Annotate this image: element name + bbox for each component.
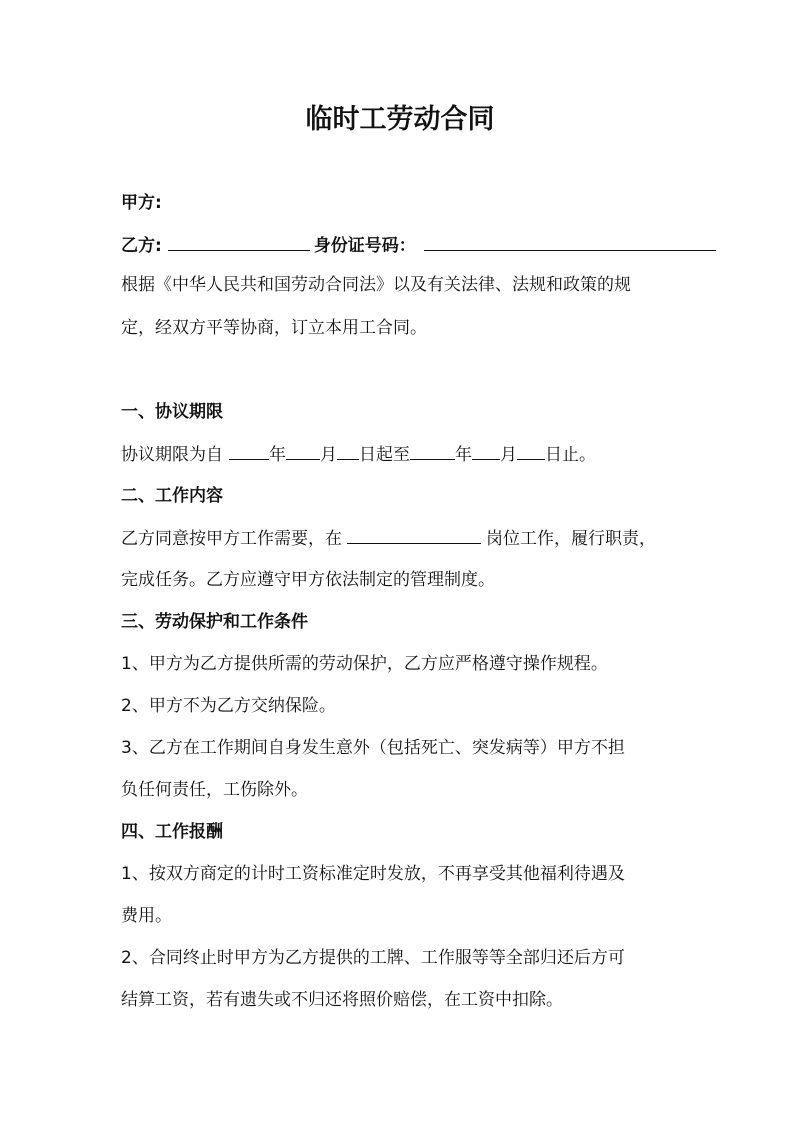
work-line-2: 完成任务。乙方应遵守甲方依法制定的管理制度。 [121,570,495,590]
party-b-row [121,233,716,258]
start-year-blank[interactable] [229,442,269,460]
document-title: 临时工劳动合同 [305,104,495,135]
start-month-blank[interactable] [286,442,320,460]
pay-item-1-line-1: 1、按双方商定的计时工资标准定时发放，不再享受其他福利待遇及 [121,864,625,884]
term-prefix: 协议期限为自 [121,445,223,465]
end-year-blank[interactable] [410,442,455,460]
term-day-from: 日起至 [359,445,410,465]
term-day-to: 日止。 [545,445,596,465]
term-year-1: 年 [269,445,286,465]
id-number-blank[interactable] [424,233,716,251]
party-b-blank[interactable] [168,233,310,251]
position-blank[interactable] [347,526,481,544]
end-day-blank[interactable] [517,442,545,460]
term-month-1: 月 [320,445,337,465]
party-a-label: 甲方: [121,193,162,213]
term-line [121,442,596,467]
work-suffix: 岗位工作，履行职责， [486,529,656,549]
pay-item-2-line-1: 2、合同终止时甲方为乙方提供的工牌、工作服等等全部归还后方可 [121,948,625,968]
protection-item-3-line-1: 3、乙方在工作期间自身发生意外（包括死亡、突发病等）甲方不担 [121,738,625,758]
protection-item-2: 2、甲方不为乙方交纳保险。 [121,696,336,716]
pay-item-1-line-2: 费用。 [121,906,172,926]
section-heading-work: 二、工作内容 [121,486,223,506]
intro-line-1: 根据《中华人民共和国劳动合同法》以及有关法律、法规和政策的规 [121,275,631,295]
protection-item-3-line-2: 负任何责任，工伤除外。 [121,780,308,800]
work-prefix: 乙方同意按甲方工作需要，在 [121,529,342,549]
section-heading-term: 一、协议期限 [121,402,223,422]
pay-item-2-line-2: 结算工资，若有遗失或不归还将照价赔偿，在工资中扣除。 [121,990,563,1010]
start-day-blank[interactable] [337,442,359,460]
id-number-label: 身份证号码： [313,236,416,256]
party-b-label: 乙方: [121,236,162,256]
term-year-2: 年 [455,445,472,465]
end-month-blank[interactable] [472,442,500,460]
work-line-1 [121,526,656,551]
protection-item-1: 1、甲方为乙方提供所需的劳动保护，乙方应严格遵守操作规程。 [121,654,608,674]
intro-line-2: 定，经双方平等协商，订立本用工合同。 [121,318,427,338]
section-heading-protection: 三、劳动保护和工作条件 [121,612,308,632]
term-month-2: 月 [500,445,517,465]
section-heading-pay: 四、工作报酬 [121,822,223,842]
